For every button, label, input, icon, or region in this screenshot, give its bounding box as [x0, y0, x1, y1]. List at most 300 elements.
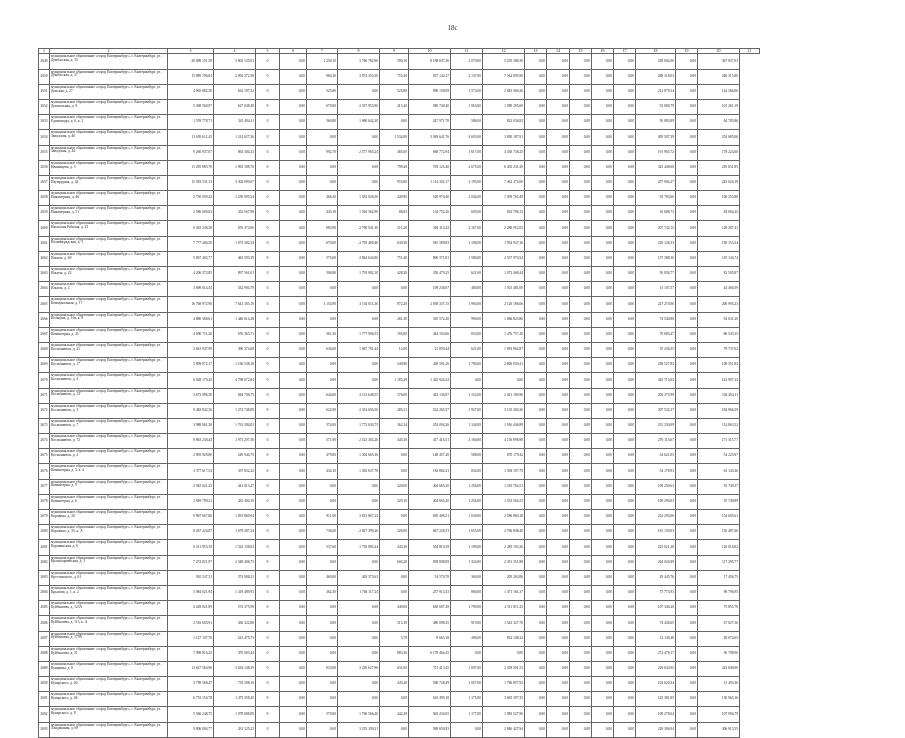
value-cell: 0,00 [547, 130, 570, 145]
row-id-cell: 2673 [39, 418, 50, 433]
value-cell: 0,00 [525, 160, 547, 175]
value-cell: 171 315,77 [698, 434, 740, 449]
value-cell: 0,00 [451, 373, 483, 388]
table-row [39, 191, 760, 206]
value-cell: 362,30 [307, 585, 338, 600]
value-cell: 109 250,63 [636, 479, 676, 494]
value-cell: 0,00 [592, 418, 614, 433]
address-cell: муниципальное образование «город Екатеринбург», г. Екатеринбург, ул. Июльская Рабочая, д. 21 [50, 221, 168, 236]
table-row [39, 54, 760, 69]
value-cell: 445,30 [380, 434, 409, 449]
table-row [39, 403, 760, 418]
value-cell: 0,00 [280, 206, 307, 221]
value-cell: 8 188 047,36 [409, 54, 451, 69]
value-cell: 0,00 [592, 601, 614, 616]
value-cell: 0,00 [592, 570, 614, 585]
value-cell: 7 641 185,10 [214, 297, 256, 312]
value-cell: 0,00 [280, 449, 307, 464]
value-cell: 2 354 656,50 [338, 403, 380, 418]
value-cell: 12,00 [380, 342, 409, 357]
value-cell: 2 523 302,26 [338, 434, 380, 449]
value-cell: 525,80 [380, 84, 409, 99]
value-cell: 0,00 [280, 585, 307, 600]
value-cell: 0,00 [307, 722, 338, 737]
value-cell: 0,00 [547, 661, 570, 676]
row-id-cell: 2670 [39, 373, 50, 388]
value-cell: 0,00 [307, 494, 338, 509]
value-cell: 3 135 204,36 [483, 403, 525, 418]
value-cell: 0,00 [547, 646, 570, 661]
value-cell: 621,00 [451, 267, 483, 282]
value-cell: 0,00 [614, 403, 636, 418]
value-cell: 0,00 [547, 540, 570, 555]
value-cell: 485,00 [380, 145, 409, 160]
value-cell: 5 084 621,94 [168, 585, 214, 600]
value-cell: 0,00 [280, 403, 307, 418]
value-cell: 0 [256, 327, 280, 342]
row-id-cell: 2690 [39, 677, 50, 692]
value-cell: 332 994,79 [214, 282, 256, 297]
value-cell: 0,00 [592, 464, 614, 479]
value-cell: 0,00 [570, 616, 592, 631]
address-cell: муниципальное образование «город Екатеринбург», г. Екатеринбург, ул. Калиниградская, д. 5 [50, 236, 168, 251]
value-cell: 0,00 [592, 540, 614, 555]
value-cell: 9 967 667,86 [168, 510, 214, 525]
value-cell: 0,00 [307, 479, 338, 494]
value-cell: 0,00 [614, 510, 636, 525]
value-cell: 403 375,63 [338, 570, 380, 585]
value-cell: 341 494,11 [214, 115, 256, 130]
value-cell: 0,00 [570, 570, 592, 585]
value-cell: 114 863,52 [698, 418, 740, 433]
value-cell: 0,00 [280, 434, 307, 449]
column-number-cell: 5 [256, 49, 280, 54]
value-cell: 0,00 [592, 388, 614, 403]
address-cell: муниципальное образование «город Екатеринбург», г. Екатеринбург, ул. Дошкольная, д. 9 [50, 99, 168, 114]
table-row [39, 540, 760, 555]
value-cell: 1 534,00 [380, 130, 409, 145]
value-cell: 480,00 [451, 282, 483, 297]
value-cell: 0 [256, 160, 280, 175]
value-cell: 0,00 [592, 236, 614, 251]
value-cell: 1 073 382,34 [214, 236, 256, 251]
value-cell: 1 127 107,76 [168, 631, 214, 646]
value-cell: 345 715,04 [636, 373, 676, 388]
row-id-cell: 2662 [39, 251, 50, 266]
value-cell: 1 697,00 [451, 661, 483, 676]
value-cell: 679,00 [307, 99, 338, 114]
value-cell: 16 768 972,96 [168, 297, 214, 312]
value-cell: 2 827 399,26 [338, 525, 380, 540]
value-cell: 1 059 765,49 [483, 191, 525, 206]
value-cell: 238 002,00 [636, 54, 676, 69]
value-cell: 1 425 924,22 [409, 373, 451, 388]
value-cell: 0,00 [525, 236, 547, 251]
value-cell: 0,00 [547, 160, 570, 175]
table-row [39, 585, 760, 600]
value-cell: 443,10 [307, 206, 338, 221]
address-cell: муниципальное образование «город Екатеринбург», г. Екатеринбург, ул. Донбасская, д. 35 [50, 54, 168, 69]
value-cell: 0 [256, 707, 280, 722]
value-cell: 0,00 [547, 312, 570, 327]
value-cell: 1 730 885,44 [338, 540, 380, 555]
value-cell: 0,00 [280, 115, 307, 130]
value-cell: 579,00 [307, 707, 338, 722]
value-cell: 0,00 [525, 464, 547, 479]
table-row [39, 206, 760, 221]
value-cell: 0,00 [570, 99, 592, 114]
value-cell: 3 874 350,30 [338, 69, 380, 84]
value-cell: 0,00 [280, 494, 307, 509]
value-cell: 0,00 [280, 418, 307, 433]
value-cell: 243 849,00 [698, 661, 740, 676]
value-cell: 0,00 [592, 646, 614, 661]
value-cell: 1 419 489,93 [214, 585, 256, 600]
value-cell: 5 368 560,97 [168, 99, 214, 114]
value-cell: 1 559 778,71 [168, 115, 214, 130]
value-cell: 0,00 [280, 236, 307, 251]
page-number: 18с [447, 24, 458, 32]
value-cell: 0,00 [614, 418, 636, 433]
row-id-cell: 2685 [39, 601, 50, 616]
address-cell: муниципальное образование «город Екатеринбург», г. Екатеринбург, ул. Космонавтов, д. 2 [50, 449, 168, 464]
row-id-cell: 2680 [39, 525, 50, 540]
value-cell: 0 [256, 555, 280, 570]
value-cell: 0,00 [676, 555, 698, 570]
value-cell: 0,00 [676, 661, 698, 676]
row-id-cell: 2671 [39, 388, 50, 403]
value-cell: 0,00 [676, 175, 698, 190]
column-number-cell: 4 [214, 49, 256, 54]
value-cell: 0,00 [592, 677, 614, 692]
value-cell: 1 833 860,94 [214, 510, 256, 525]
value-cell: 0 [256, 388, 280, 403]
value-cell: 193,00 [380, 327, 409, 342]
value-cell: 4 965 882,30 [168, 84, 214, 99]
value-cell: 0,00 [547, 631, 570, 646]
value-cell: 50 836,77 [636, 267, 676, 282]
address-cell: муниципальное образование «город Екатеринбург», г. Екатеринбург, ул. Донская, д. 27 [50, 84, 168, 99]
value-cell: 1 533 564,53 [483, 494, 525, 509]
value-cell: 0,00 [547, 418, 570, 433]
value-cell: 63 143,36 [698, 464, 740, 479]
value-cell: 0,00 [592, 585, 614, 600]
value-cell: 2 846 427,94 [483, 722, 525, 737]
value-cell: 1 066 823,86 [483, 312, 525, 327]
value-cell: 0,00 [614, 267, 636, 282]
address-cell: муниципальное образование «город Екатеринбург», г. Екатеринбург, ул. Кунарина, д. 8 [50, 661, 168, 676]
value-cell: 0,00 [547, 722, 570, 737]
value-cell: 0,00 [570, 84, 592, 99]
value-cell: 0,00 [570, 221, 592, 236]
value-cell: 0,00 [547, 115, 570, 130]
value-cell: 839 808,09 [409, 555, 451, 570]
value-cell: 537,60 [307, 540, 338, 555]
value-cell: 0,00 [570, 115, 592, 130]
value-cell: 7 098 816,25 [168, 646, 214, 661]
value-cell: 0,00 [525, 722, 547, 737]
value-cell: 154 605,61 [698, 510, 740, 525]
value-cell: 1 274 748,09 [214, 403, 256, 418]
value-cell: 0,00 [570, 160, 592, 175]
value-cell: 0,00 [570, 403, 592, 418]
value-cell: 3 766 782,90 [338, 54, 380, 69]
value-cell: 4 249 821,89 [168, 601, 214, 616]
table-row [39, 236, 760, 251]
value-cell: 1 772 630,75 [338, 418, 380, 433]
value-cell: 17 456,75 [698, 570, 740, 585]
value-cell: 0,00 [525, 267, 547, 282]
row-id-cell: 2655 [39, 145, 50, 160]
value-cell: 10 686,73 [636, 206, 676, 221]
value-cell: 130 963,16 [698, 692, 740, 707]
value-cell: 0,00 [525, 570, 547, 585]
value-cell: 0 [256, 267, 280, 282]
value-cell: 0,00 [570, 69, 592, 84]
value-cell: 1 655,00 [451, 525, 483, 540]
value-cell: 0,00 [307, 130, 338, 145]
value-cell: 0,00 [592, 54, 614, 69]
value-cell: 2 790 941,30 [338, 221, 380, 236]
value-cell: 0 [256, 312, 280, 327]
value-cell: 9 482 842,36 [168, 403, 214, 418]
value-cell: 0,00 [547, 464, 570, 479]
value-cell: 11 659 611,45 [168, 130, 214, 145]
column-number-cell: 18 [636, 49, 676, 54]
value-cell: 1 543 327,76 [483, 616, 525, 631]
value-cell: 134 752,26 [409, 206, 451, 221]
value-cell: 102 404,11 [698, 388, 740, 403]
value-cell: 0,00 [307, 358, 338, 373]
value-cell: 184 966,59 [698, 403, 740, 418]
address-cell: муниципальное образование «город Екатеринбург», г. Екатеринбург, ул. Крылова, д. 1, к. 2 [50, 585, 168, 600]
value-cell: 0,00 [280, 251, 307, 266]
value-cell: 0,00 [307, 601, 338, 616]
value-cell: 288 318,03 [636, 69, 676, 84]
value-cell: 449,00 [380, 601, 409, 616]
value-cell: 564 819,39 [409, 540, 451, 555]
value-cell: 150 153,34 [698, 236, 740, 251]
value-cell: 0,00 [547, 221, 570, 236]
value-cell: 313,10 [380, 616, 409, 631]
value-cell: 20 098 151,58 [168, 54, 214, 69]
value-cell: 0,00 [280, 540, 307, 555]
address-cell: муниципальное образование «город Екатеринбург», г. Екатеринбург, ул. Коровина, д. 35, к. А [50, 525, 168, 540]
value-cell: 2 949 799,21 [168, 494, 214, 509]
value-cell: 0,00 [676, 722, 698, 737]
value-cell: 362,34 [380, 418, 409, 433]
value-cell: 632 197,32 [214, 84, 256, 99]
value-cell: 0,00 [614, 297, 636, 312]
value-cell: 0,00 [676, 130, 698, 145]
value-cell: 44 460,59 [698, 282, 740, 297]
value-cell: 415,40 [380, 99, 409, 114]
address-cell: муниципальное образование «город Екатеринбург», г. Екатеринбург, ул. Заводская, д. 44 [50, 145, 168, 160]
value-cell: 0,00 [280, 84, 307, 99]
value-cell: 0,00 [592, 69, 614, 84]
value-cell: 1 983 527,96 [483, 707, 525, 722]
value-cell: 604,20 [380, 555, 409, 570]
value-cell: 1 563 362,90 [338, 206, 380, 221]
value-cell: 2 537 970,54 [483, 251, 525, 266]
value-cell: 571,90 [307, 434, 338, 449]
value-cell: 0,00 [676, 540, 698, 555]
value-cell: 0,00 [547, 510, 570, 525]
table-row [39, 145, 760, 160]
value-cell: 990 158,09 [409, 84, 451, 99]
value-cell: 1 057,00 [451, 677, 483, 692]
value-cell: 74 436,65 [636, 616, 676, 631]
table-row [39, 722, 760, 737]
row-id-cell: 2663 [39, 267, 50, 282]
table-row [39, 267, 760, 282]
value-cell: 0,00 [592, 479, 614, 494]
value-cell: 575,60 [307, 251, 338, 266]
value-cell: 0,00 [570, 54, 592, 69]
value-cell: 0 [256, 130, 280, 145]
value-cell: 0,00 [614, 540, 636, 555]
address-cell: муниципальное образование «город Екатеринбург», г. Екатеринбург, ул. Куйбышева, д. 179А [50, 631, 168, 646]
value-cell: 0 [256, 677, 280, 692]
value-cell: 225 021,28 [636, 540, 676, 555]
value-cell: 264 024,99 [636, 555, 676, 570]
value-cell: 0,00 [525, 616, 547, 631]
value-cell: 0,00 [592, 358, 614, 373]
value-cell: 123 907,34 [698, 373, 740, 388]
value-cell: 0,00 [676, 388, 698, 403]
value-cell: 0,00 [280, 267, 307, 282]
value-cell: 11 295 885,70 [168, 160, 214, 175]
value-cell: 0,00 [614, 342, 636, 357]
value-cell: 252 094,26 [409, 418, 451, 433]
value-cell: 876 374,00 [214, 221, 256, 236]
value-cell: 0,00 [338, 646, 380, 661]
value-cell: 0,00 [338, 494, 380, 509]
value-cell: 0,00 [280, 525, 307, 540]
value-cell: 3 255 199,21 [338, 722, 380, 737]
value-cell: 0 [256, 403, 280, 418]
value-cell: 0 [256, 585, 280, 600]
value-cell: 0,00 [592, 297, 614, 312]
value-cell: 337 832,22 [214, 464, 256, 479]
value-cell: 630 687,49 [409, 601, 451, 616]
row-id-cell: 2693 [39, 722, 50, 737]
value-cell: 0,00 [592, 434, 614, 449]
value-cell: 0,00 [280, 342, 307, 357]
value-cell: 0,00 [547, 236, 570, 251]
column-number-cell: 3 [168, 49, 214, 54]
value-cell: 0,00 [676, 145, 698, 160]
address-cell: муниципальное образование «город Екатеринбург», г. Екатеринбург, ул. Кольцова, д. 10а, к. 8 [50, 312, 168, 327]
value-cell: 1 199,00 [451, 540, 483, 555]
value-cell: 0,00 [614, 646, 636, 661]
value-cell: 1 760 566,40 [338, 707, 380, 722]
value-cell: 0,00 [280, 99, 307, 114]
value-cell: 0 [256, 373, 280, 388]
value-cell: 0,00 [614, 145, 636, 160]
value-cell: 5 566 248,75 [168, 707, 214, 722]
address-cell: муниципальное образование «город Екатеринбург», г. Екатеринбург, ул. Красноармейская, д. 3 [50, 555, 168, 570]
value-cell: 6 435 231,20 [483, 160, 525, 175]
row-id-cell: 2653 [39, 115, 50, 130]
value-cell: 0,00 [676, 510, 698, 525]
value-cell: 0,00 [307, 373, 338, 388]
value-cell: 376,00 [380, 388, 409, 403]
value-cell: 2 044,00 [451, 191, 483, 206]
value-cell: 1 256,00 [451, 494, 483, 509]
value-cell: 0,00 [338, 175, 380, 190]
value-cell: 0,00 [614, 692, 636, 707]
value-cell: 621,00 [451, 342, 483, 357]
value-cell: 74 540,80 [636, 312, 676, 327]
value-cell: 0,00 [676, 267, 698, 282]
value-cell: 0,00 [280, 54, 307, 69]
value-cell: 0,00 [676, 570, 698, 585]
table-row [39, 297, 760, 312]
value-cell: 0,00 [676, 342, 698, 357]
address-cell: муниципальное образование «город Екатеринбург», г. Екатеринбург, ул. Куйбышева, д. 113, к. А [50, 616, 168, 631]
value-cell: 0,00 [676, 358, 698, 373]
value-cell: 0,00 [570, 297, 592, 312]
value-cell: 0,00 [280, 601, 307, 616]
value-cell: 883,90 [307, 221, 338, 236]
value-cell: 1 072 468,44 [483, 267, 525, 282]
value-cell: 237 913,53 [409, 585, 451, 600]
value-cell: 0,00 [338, 312, 380, 327]
value-cell: 0,00 [547, 342, 570, 357]
value-cell: 0,00 [676, 646, 698, 661]
value-cell: 0,00 [592, 312, 614, 327]
table-row [39, 99, 760, 114]
value-cell: 1 574,00 [451, 84, 483, 99]
row-id-cell: 2687 [39, 631, 50, 646]
value-cell: 0,00 [676, 434, 698, 449]
value-cell: 0,00 [525, 251, 547, 266]
row-id-cell: 2650 [39, 69, 50, 84]
value-cell: 0 [256, 84, 280, 99]
value-cell: 107 346,20 [636, 601, 676, 616]
value-cell: 630,50 [380, 236, 409, 251]
value-cell: 3 698 614,54 [168, 282, 214, 297]
value-cell: 0,00 [280, 692, 307, 707]
row-id-cell: 2667 [39, 327, 50, 342]
row-id-cell: 2668 [39, 342, 50, 357]
value-cell: 0,00 [280, 555, 307, 570]
row-id-cell: 2658 [39, 191, 50, 206]
value-cell: 1 580,00 [451, 251, 483, 266]
value-cell: 0,00 [547, 434, 570, 449]
table-row [39, 631, 760, 646]
value-cell: 148 457,20 [409, 449, 451, 464]
column-number-cell: 17 [614, 49, 636, 54]
value-cell: 984,30 [307, 69, 338, 84]
value-cell: 0,00 [380, 692, 409, 707]
value-cell: 3 049 641,76 [409, 130, 451, 145]
address-cell: муниципальное образование «город Екатеринбург», г. Екатеринбург, ул. Космонавтов, д. 7 [50, 418, 168, 433]
value-cell: 433 136,97 [409, 388, 451, 403]
value-cell: 0,00 [614, 677, 636, 692]
value-cell: 911,00 [307, 510, 338, 525]
value-cell: 588 650,93 [409, 722, 451, 737]
value-cell: 0,00 [592, 130, 614, 145]
table-row [39, 312, 760, 327]
value-cell: 258 527,84 [636, 358, 676, 373]
address-cell: муниципальное образование «город Екатеринбург», г. Екатеринбург, ул. Кунарского, д. 48 [50, 692, 168, 707]
value-cell: 102 620,34 [636, 677, 676, 692]
value-cell: 0,00 [592, 327, 614, 342]
value-cell: 3 830 187,91 [483, 130, 525, 145]
value-cell: 2 092 272,58 [214, 69, 256, 84]
